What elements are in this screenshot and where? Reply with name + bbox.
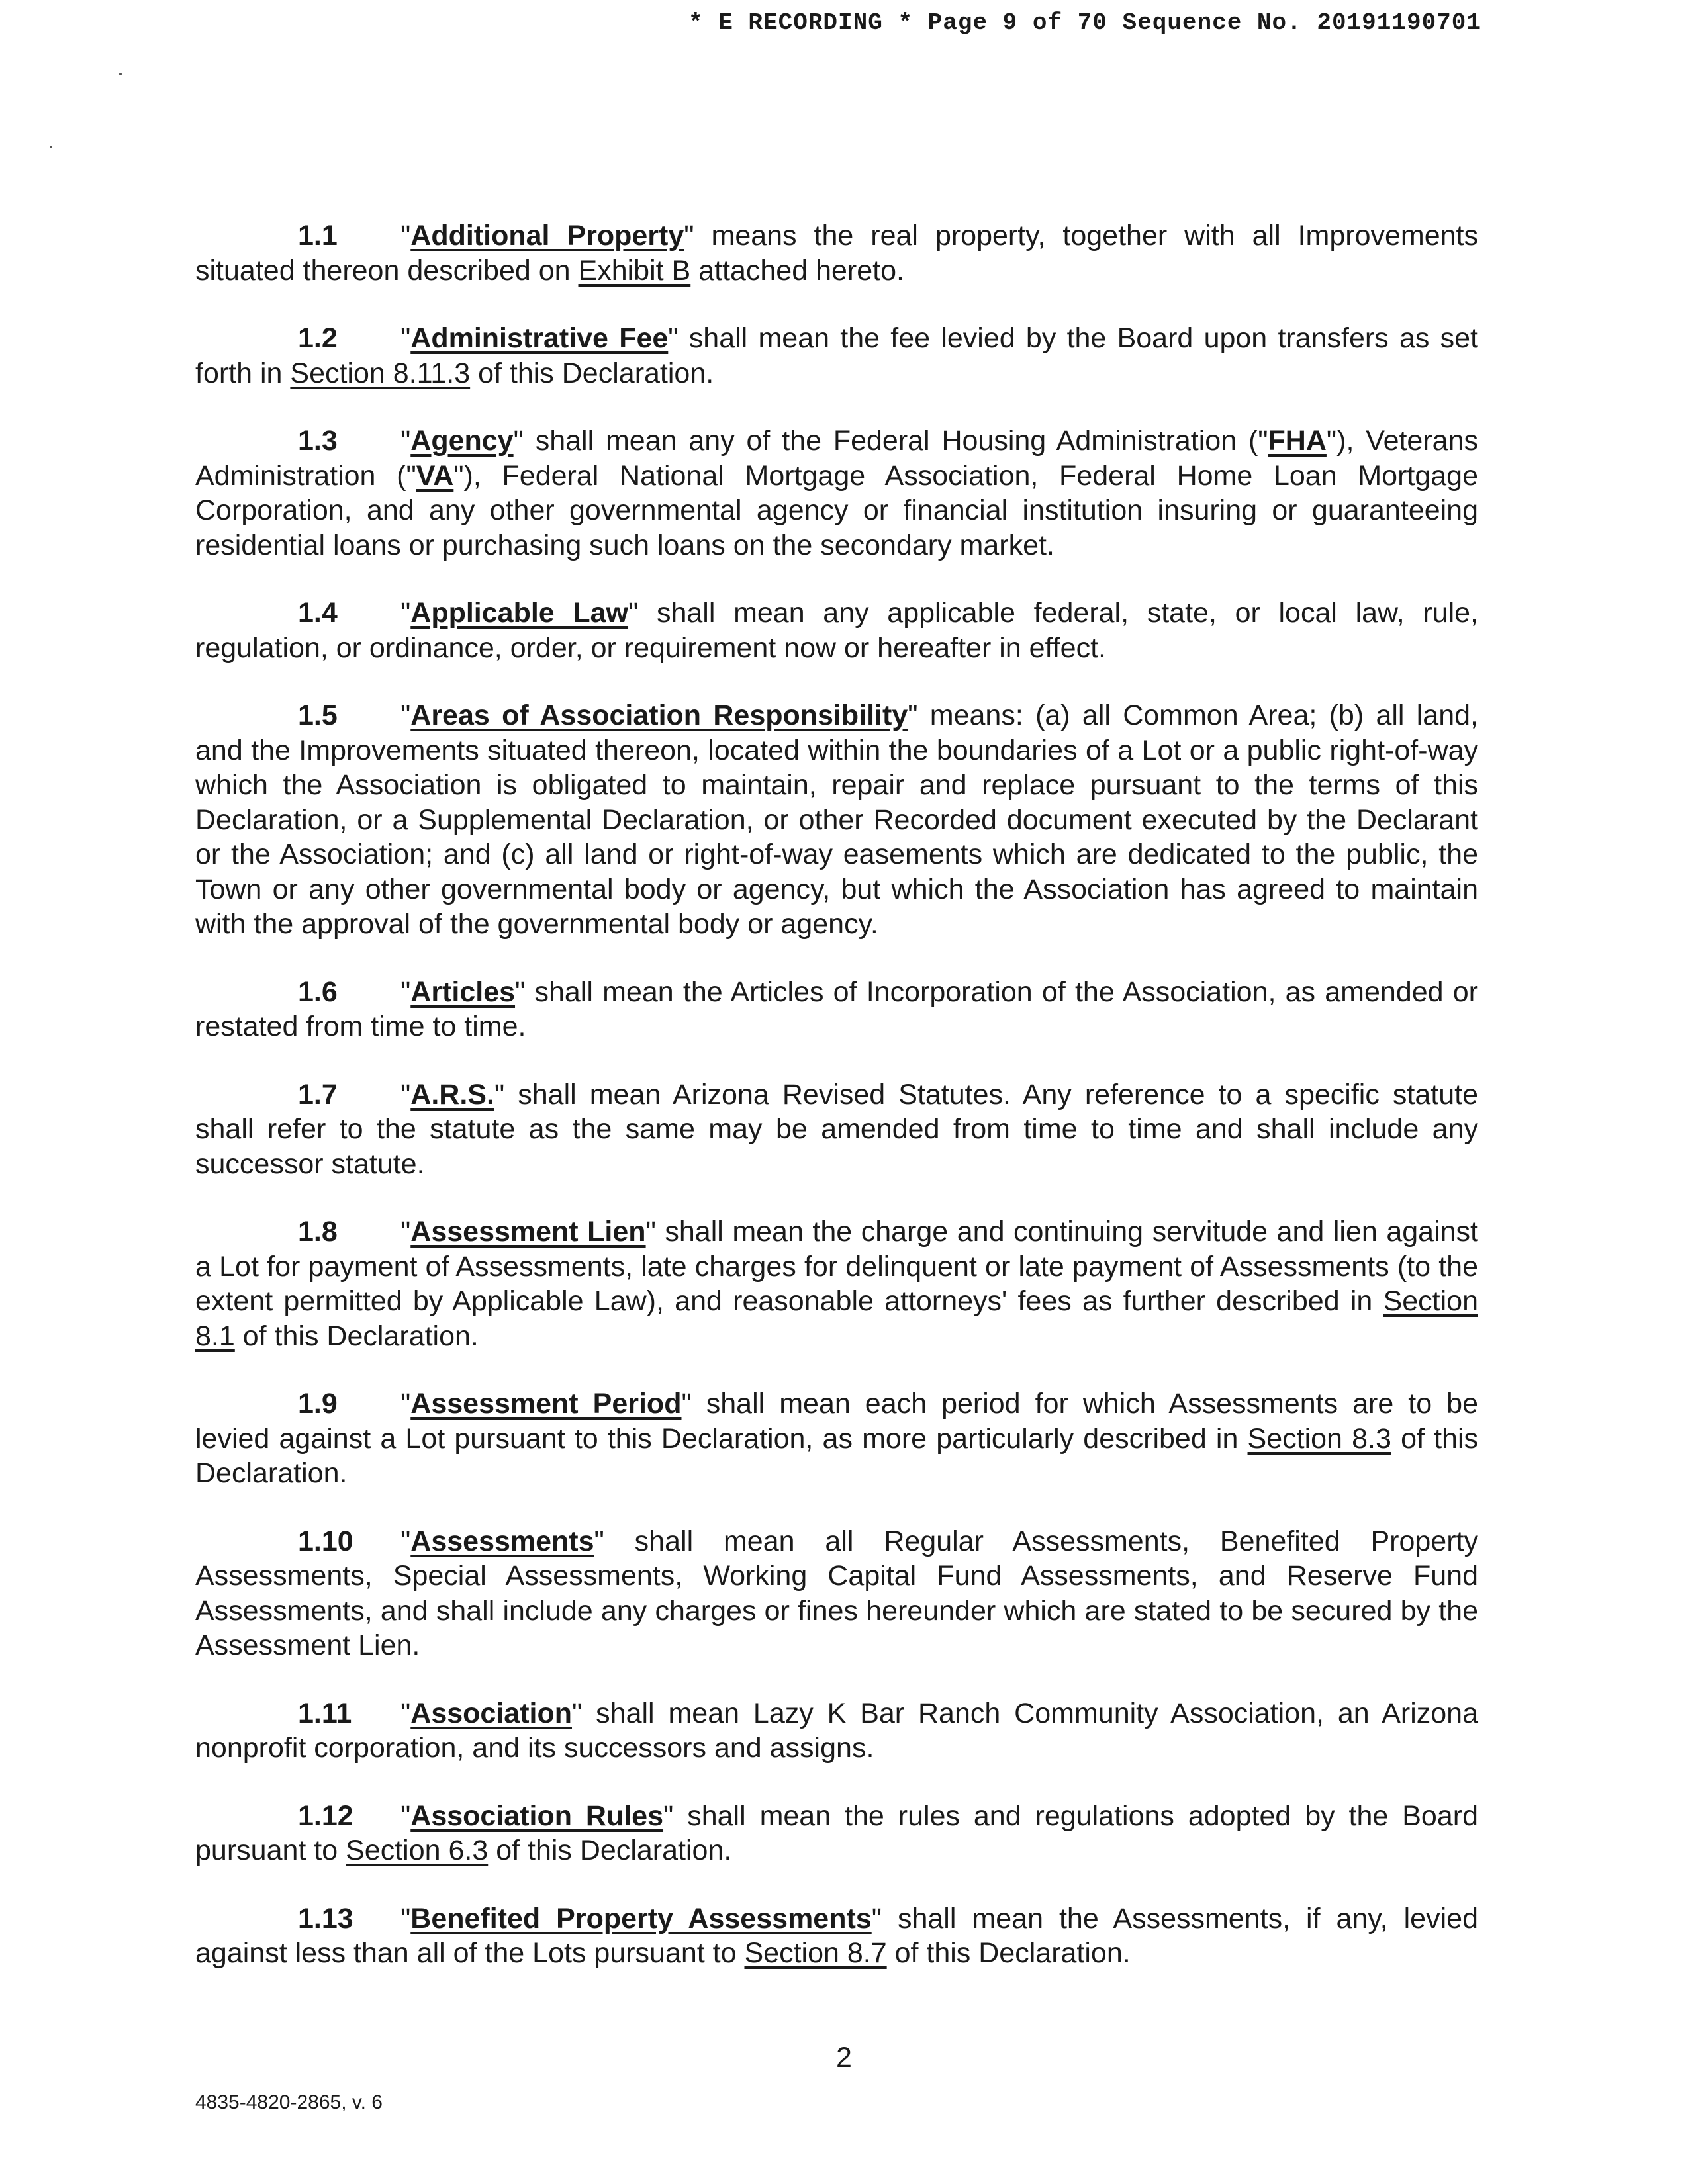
definition-text: " shall mean Lazy K Bar Ranch Community Association, an Arizona nonprofit corporation, and its successors and assigns. xyxy=(195,1697,1478,1764)
section-number: 1.4 xyxy=(298,597,338,629)
definition-paragraph xyxy=(195,1077,1478,1182)
section-reference: Section 8.11.3 xyxy=(290,357,471,389)
definition-text: " shall mean the fee levied by the Board upon transfers as set forth in xyxy=(195,322,1479,389)
definition-text: " xyxy=(400,425,411,457)
definition-text: " xyxy=(400,1216,411,1248)
section-number: 1.3 xyxy=(298,425,338,457)
section-number: 1.13 xyxy=(298,1902,353,1934)
definition-text: " xyxy=(400,1799,411,1832)
definition-paragraph xyxy=(195,1214,1478,1353)
section-reference: Section 8.7 xyxy=(744,1937,887,1969)
section-reference: Exhibit B xyxy=(578,254,691,287)
section-number: 1.12 xyxy=(298,1799,353,1832)
definition-text: " xyxy=(400,1902,411,1934)
definition-text: " shall mean each period for which Assessments are to be levied against a Lot pursuant to this Declaration, as more particularly described in xyxy=(195,1388,1478,1455)
definition-text: of this Declaration. xyxy=(195,1422,1479,1489)
definition-text: of this Declaration. xyxy=(234,1320,479,1352)
definition-text: " xyxy=(400,1697,411,1729)
defined-term: Association xyxy=(410,1697,572,1729)
section-reference: Section 8.3 xyxy=(1247,1422,1391,1455)
defined-term: Agency xyxy=(410,425,514,457)
defined-term: Association Rules xyxy=(410,1799,664,1832)
section-number: 1.6 xyxy=(298,976,338,1008)
section-number: 1.1 xyxy=(298,220,338,251)
section-reference: Section 6.3 xyxy=(346,1835,489,1866)
section-number: 1.8 xyxy=(298,1216,338,1248)
definition-text: of this Declaration. xyxy=(470,357,714,389)
defined-term: A.R.S. xyxy=(410,1078,494,1111)
definition-text: "), Federal National Mortgage Association, Federal Home Loan Mortgage Corporation, and any other governmental agency or financial institution insuring or guaranteeing residential loans or purchasing such loans on the secondary market. xyxy=(195,459,1478,561)
definition-text: of this Declaration. xyxy=(488,1835,732,1866)
document-id: 4835-4820-2865, v. 6 xyxy=(195,2091,383,2113)
section-number: 1.7 xyxy=(298,1078,338,1111)
defined-term: Administrative Fee xyxy=(410,322,669,354)
definition-paragraph xyxy=(195,1799,1478,1868)
section-number: 1.5 xyxy=(298,700,338,731)
defined-term: Benefited Property Assessments xyxy=(410,1902,872,1934)
section-reference: Section 8.1 xyxy=(195,1285,1478,1352)
page-number: 2 xyxy=(836,2042,852,2073)
section-number: 1.9 xyxy=(298,1388,338,1420)
definition-paragraph xyxy=(195,424,1478,563)
scan-speck xyxy=(50,146,52,148)
definition-text: " shall mean any of the Federal Housing Administration (" xyxy=(513,425,1268,457)
definition-text: " shall mean any applicable federal, state, or local law, rule, regulation, or ordinance, order, or requirement now or hereafter in effect. xyxy=(195,597,1479,664)
defined-term: Additional Property xyxy=(410,220,684,251)
definition-text: " xyxy=(400,220,411,251)
defined-term: Assessments xyxy=(410,1525,594,1557)
definitions-list xyxy=(195,218,1478,2004)
definition-text: " xyxy=(400,322,411,354)
definition-paragraph xyxy=(195,596,1478,665)
definition-paragraph xyxy=(195,321,1478,390)
definition-paragraph xyxy=(195,1387,1478,1491)
definition-text: " xyxy=(400,1525,411,1557)
definition-paragraph xyxy=(195,698,1478,942)
definition-text: " means the real property, together with all Improvements situated thereon described on xyxy=(195,220,1479,287)
definition-text: " shall mean all Regular Assessments, Benefited Property Assessments, Special Assessments, Working Capital Fund Assessments, and Reserve Fund Assessments, and shall include any charges or fines hereunder which are stated to be secured by the Assessment Lien. xyxy=(195,1525,1478,1661)
definition-paragraph xyxy=(195,218,1478,288)
definition-text: " shall mean the Assessments, if any, levied against less than all of the Lots pursuant to xyxy=(195,1902,1478,1969)
definition-text: " xyxy=(400,976,411,1008)
abbreviation: FHA xyxy=(1268,425,1327,457)
defined-term: Areas of Association Responsibility xyxy=(410,700,908,731)
definition-text: " shall mean the Articles of Incorporation of the Association, as amended or restated from time to time. xyxy=(195,976,1478,1042)
definition-text: " shall mean Arizona Revised Statutes. Any reference to a specific statute shall refer to the statute as the same may be amended from time to time and shall include any successor statute. xyxy=(195,1078,1478,1180)
section-number: 1.10 xyxy=(298,1525,353,1557)
defined-term: Assessment Lien xyxy=(410,1216,646,1248)
abbreviation: VA xyxy=(416,459,454,492)
definition-text: " xyxy=(400,1388,411,1420)
definition-paragraph xyxy=(195,1524,1478,1663)
definition-text: " xyxy=(400,597,411,629)
defined-term: Applicable Law xyxy=(410,597,629,629)
definition-text: " shall mean the charge and continuing servitude and lien against a Lot for payment of Assessments, late charges for delinquent or late payment of Assessments (to the extent permitted by Applicable Law), and reasonable attorneys' fees as further described in xyxy=(195,1216,1478,1317)
definition-paragraph xyxy=(195,975,1478,1044)
definition-paragraph xyxy=(195,1696,1478,1766)
definition-text: attached hereto. xyxy=(690,254,904,287)
definition-text: " xyxy=(400,700,411,731)
definition-text: of this Declaration. xyxy=(886,1937,1131,1969)
definition-paragraph xyxy=(195,1901,1478,1971)
scan-speck xyxy=(119,73,122,75)
definition-text: " means: (a) all Common Area; (b) all land, and the Improvements situated thereon, located within the boundaries of a Lot or a public right-of-way which the Association is obligated to maintain, repair and replace pursuant to the terms of this Declaration, or a Supplemental Declaration, or other Recorded document executed by the Declarant or the Association; and (c) all land or right-of-way easements which are dedicated to the public, the Town or any other governmental body or agency, but which the Association has agreed to maintain with the approval of the governmental body or agency. xyxy=(195,700,1478,940)
section-number: 1.11 xyxy=(298,1697,352,1729)
definition-text: " xyxy=(400,1078,411,1111)
defined-term: Articles xyxy=(410,976,516,1008)
defined-term: Assessment Period xyxy=(410,1388,682,1420)
definition-text: "), Veterans Administration (" xyxy=(195,425,1478,492)
recording-header: * E RECORDING * Page 9 of 70 Sequence No. 20191190701 xyxy=(688,9,1481,36)
definition-text: " shall mean the rules and regulations adopted by the Board pursuant to xyxy=(195,1799,1478,1866)
section-number: 1.2 xyxy=(298,322,338,354)
